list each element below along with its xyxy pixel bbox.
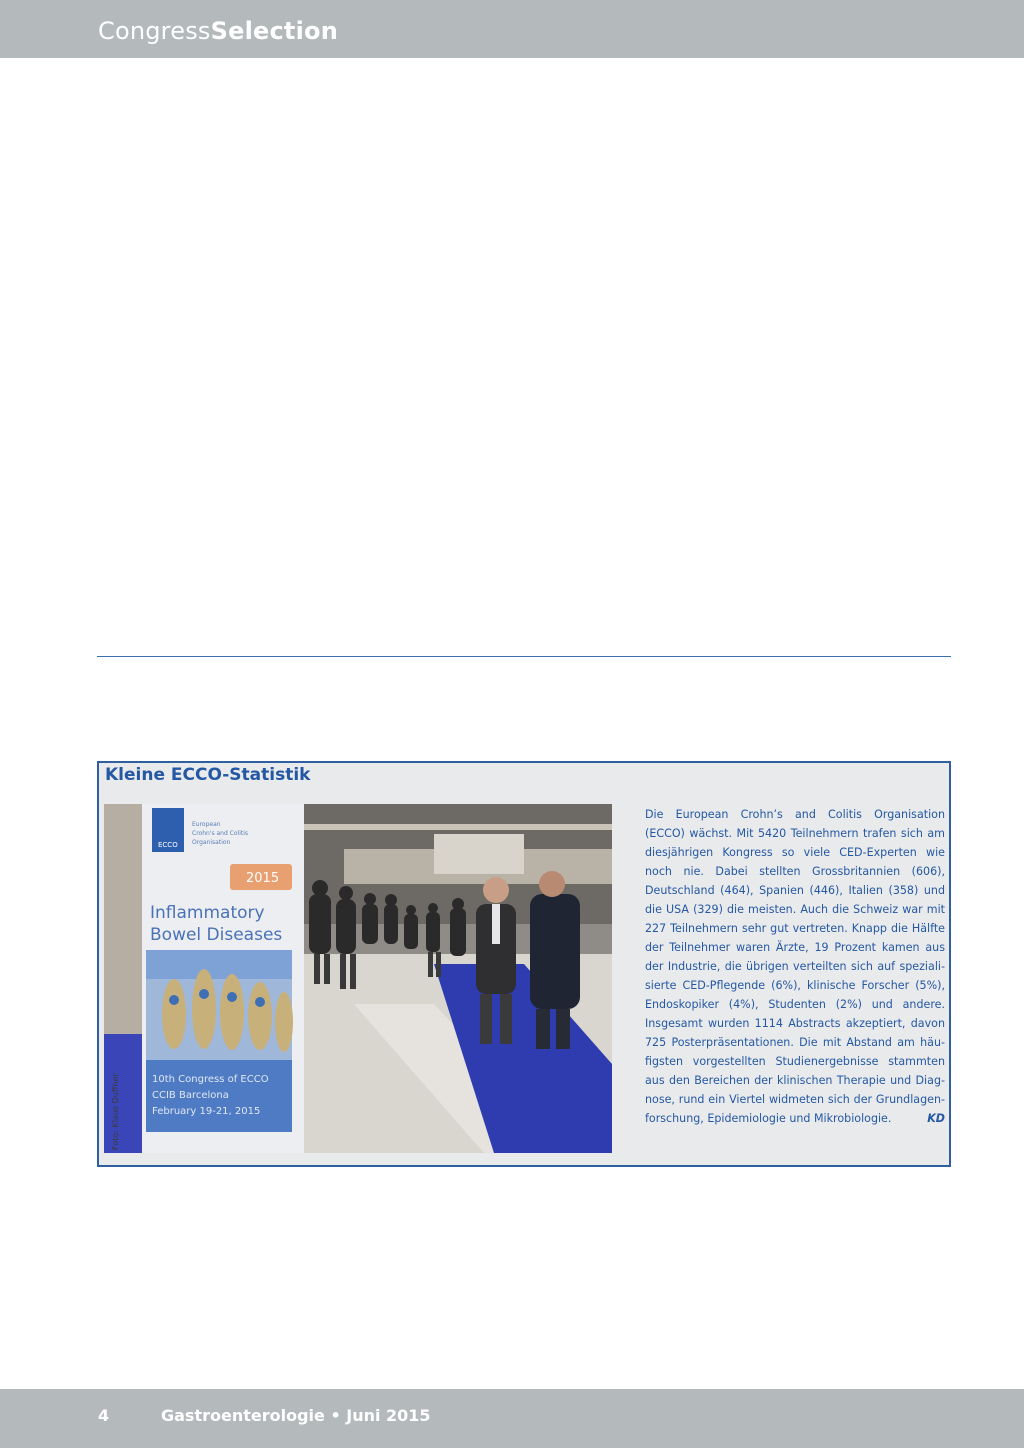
author-initials: KD <box>927 1112 945 1125</box>
brand-logo <box>98 17 338 45</box>
photo-credit: Foto: Klaus Duffner <box>111 1073 120 1150</box>
banner-event-3: February 19-21, 2015 <box>152 1106 261 1117</box>
page-footer <box>0 1389 1024 1448</box>
banner-org-2: Crohn's and Colitis <box>192 830 249 837</box>
banner-title-1: Inflammatory <box>150 903 265 923</box>
congress-photo-illustration <box>104 804 612 1153</box>
statistics-text: Die European Crohn’s and Colitis Organisation (ECCO) wächst. Mit 5420 Teilnehmern trafen sich am diesjährigen Kongress so viele CED-Experten wie noch nie. Dabei stellten Grossbritannien (606), Deutschland (464), Spanien (446), Italien (358) und die USA (329) die meisten. Auch die Schweiz war mit 227 Teilnehmern sehr gut vertreten. Knapp die Hälfte der Teilnehmer waren Ärzte, 19 Prozent kamen aus der Industrie, die übrigen verteilten sich auf spezialisierte CED-Pflegende (6%), klinische Forscher (5%), Endoskopiker (4%), Studenten (2%) und andere. Insgesamt wurden 1114 Abstracts akzeptiert, davon 725 Posterpräsentationen. Die mit Abstand am häufigsten vorgestellten Studienergebnisse stammten aus den Bereichen der klinischen Therapie und Diagnose, rund ein Viertel widmeten sich der Grundlagenforschung, Epidemiologie und Mikrobiologie. <box>645 808 945 1125</box>
brand-bold: Selection <box>210 17 338 45</box>
banner-event-2: CCIB Barcelona <box>152 1090 229 1101</box>
banner-event-1: 10th Congress of ECCO <box>152 1074 269 1085</box>
congress-photo <box>104 804 612 1153</box>
ecco-statistics-box <box>97 761 951 1167</box>
brand-light: Congress <box>98 17 211 45</box>
banner-org-3: Organisation <box>192 839 231 846</box>
banner-logo: ECCO <box>158 841 178 849</box>
box-title: Kleine ECCO-Statistik <box>105 765 311 785</box>
journal-issue: Gastroenterologie • Juni 2015 <box>161 1406 431 1425</box>
banner-title-2: Bowel Diseases <box>150 925 283 945</box>
page-number: 4 <box>98 1406 110 1425</box>
section-divider <box>97 656 951 657</box>
statistics-paragraph <box>645 805 945 1128</box>
banner-year: 2015 <box>246 871 280 886</box>
banner-org-1: European <box>192 821 221 828</box>
page-header <box>0 0 1024 58</box>
